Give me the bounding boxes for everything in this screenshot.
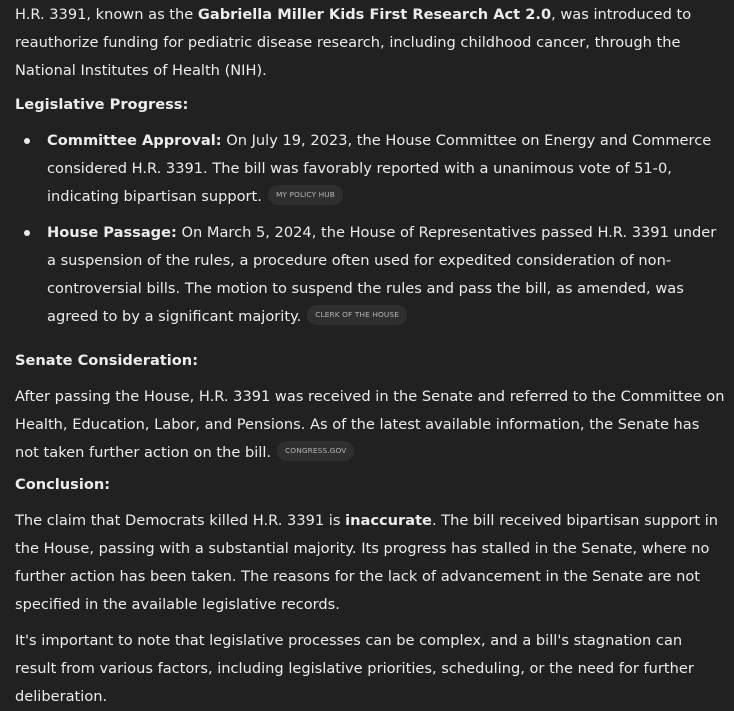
response-message (0, 1, 734, 711)
source-citation-button[interactable]: MY POLICY HUB (268, 185, 343, 205)
conclusion-text-before: The claim that Democrats killed H.R. 3391 is (15, 512, 346, 529)
conclusion-text-after: . The bill received bipartisan support in the House, passing with a substantial majority. Its progress has stalled in the Senate, where no further action has been taken. The reasons for the lack of advancement in the Senate are not specified in the available legislative records. (15, 512, 719, 613)
bullet-icon (24, 230, 30, 236)
list-item-committee-approval (15, 127, 726, 211)
conclusion-heading: Conclusion: (15, 476, 111, 493)
legislative-progress-list (15, 127, 726, 331)
note-paragraph: It's important to note that legislative processes can be complex, and a bill's stagnation can result from various factors, including legislative priorities, scheduling, or the need for further deliberation. (15, 632, 694, 705)
source-citation-button[interactable]: CONGRESS.GOV (277, 441, 354, 461)
list-item-house-passage (15, 219, 726, 331)
source-citation-button[interactable]: CLERK OF THE HOUSE (307, 305, 407, 325)
conclusion-paragraph (15, 507, 726, 619)
legislative-progress-heading: Legislative Progress: (15, 96, 189, 113)
intro-paragraph (15, 1, 726, 85)
senate-text: After passing the House, H.R. 3391 was received in the Senate and referred to the Committee on Health, Education, Labor, and Pensions. As of the latest available information, the Senate has not taken further action on the bill. (15, 388, 725, 461)
bill-name: Gabriella Miller Kids First Research Act 2.0 (197, 6, 552, 23)
senate-paragraph (15, 383, 726, 467)
conclusion-bold: inaccurate (345, 512, 432, 529)
intro-text-before: H.R. 3391, known as the (15, 6, 198, 23)
list-item-label: House Passage: (47, 224, 177, 241)
list-item-text: On March 5, 2024, the House of Representatives passed H.R. 3391 under a suspension of the rules, a procedure often used for expedited consideration of non-controversial bills. The motion to suspend the rules and pass the bill, as amended, was agreed to by a significant majority. (47, 224, 717, 325)
senate-consideration-heading: Senate Consideration: (15, 352, 199, 369)
list-item-label: Committee Approval: (47, 132, 222, 149)
list-item-text: On July 19, 2023, the House Committee on Energy and Commerce considered H.R. 3391. The bill was favorably reported with a unanimous vote of 51-0, indicating bipartisan support. (47, 132, 712, 205)
intro-text-after: , was introduced to reauthorize funding for pediatric disease research, including childhood cancer, through the National Institutes of Health (NIH). (15, 6, 692, 79)
bullet-icon (24, 138, 30, 144)
